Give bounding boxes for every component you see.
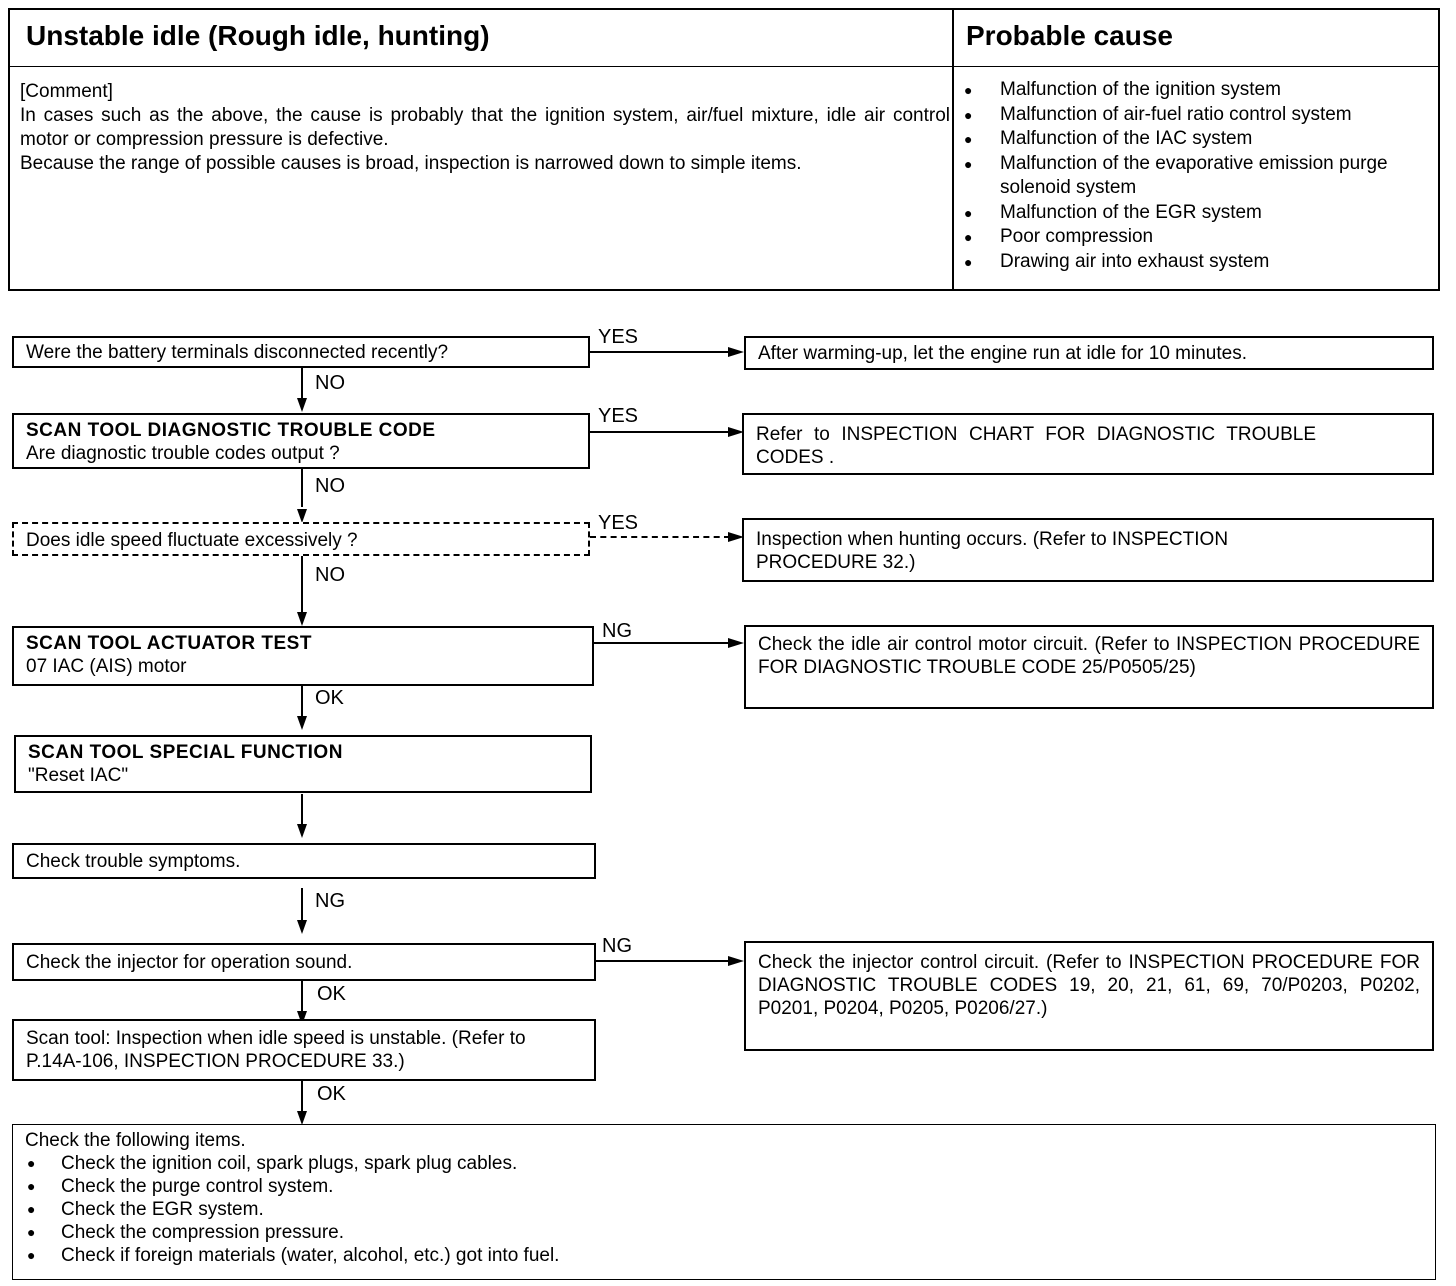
result-injector-circuit[interactable] — [744, 941, 1434, 1051]
cause-item: ● Poor compression — [962, 225, 1432, 250]
checklist-item: ● Check if foreign materials (water, alcohol, etc.) got into fuel. — [25, 1244, 1423, 1267]
step-text: Scan tool: Inspection when idle speed is unstable. (Refer to P.14A-106, INSPECTION PROCEDURE 33.) — [26, 1028, 526, 1072]
probable-cause-heading: Probable cause — [966, 20, 1173, 51]
yes-label: YES — [598, 512, 639, 534]
checklist-items — [25, 1152, 1423, 1267]
step-title: SCAN TOOL DIAGNOSTIC TROUBLE CODE — [26, 420, 436, 441]
yes-connector — [590, 431, 730, 433]
cause-item: ● Malfunction of the EGR system — [962, 201, 1432, 226]
step-text: "Reset IAC" — [28, 765, 129, 786]
comment-text: Because the range of possible causes is broad, inspection is narrowed down to simple items. — [20, 153, 802, 174]
arrow-down-icon — [297, 1111, 307, 1125]
result-text: Check the idle air control motor circuit. (Refer to INSPECTION PROCEDURE FOR DIAGNOSTIC TROUBLE CODE 25/P0505/25) — [758, 634, 1420, 678]
result-text: After warming-up, let the engine run at idle for 10 minutes. — [758, 343, 1247, 364]
step-text: Were the battery terminals disconnected recently? — [26, 342, 449, 363]
ok-connector — [301, 981, 303, 1015]
symptom-title: Unstable idle (Rough idle, hunting) — [26, 20, 490, 51]
ok-label: OK — [315, 687, 344, 709]
arrow-down-icon — [297, 509, 307, 523]
column-divider — [952, 10, 954, 289]
step-title: SCAN TOOL SPECIAL FUNCTION — [28, 742, 343, 763]
ok-connector — [301, 686, 303, 718]
ng-connector — [301, 888, 303, 922]
no-connector — [301, 368, 303, 402]
step-idle-fluctuate[interactable] — [12, 522, 590, 556]
checklist-item: ● Check the compression pressure. — [25, 1221, 1423, 1244]
arrow-right-icon — [728, 638, 744, 648]
result-dtc-chart[interactable] — [742, 413, 1434, 475]
cause-item: ● Malfunction of the evaporative emission purge solenoid system — [962, 152, 1432, 201]
no-connector — [301, 556, 303, 614]
step-special-function[interactable] — [14, 735, 592, 793]
symptom-header-table — [8, 8, 1440, 291]
result-text: Inspection when hunting occurs. (Refer to INSPECTION PROCEDURE 32.) — [756, 529, 1229, 573]
yes-label: YES — [598, 405, 639, 427]
result-hunting[interactable] — [742, 518, 1434, 582]
arrow-right-icon — [728, 347, 744, 357]
cause-item: ● Malfunction of air-fuel ratio control system — [962, 103, 1432, 128]
step-text: Are diagnostic trouble codes output ? — [26, 443, 340, 464]
arrow-down-icon — [297, 824, 307, 838]
result-text: Check the injector control circuit. (Refer to INSPECTION PROCEDURE FOR DIAGNOSTIC TROUBLE CODES 19, 20, 21, 61, 69, 70/P0203, P0202, P0201, P0204, P0205, P0206/27.) — [758, 952, 1420, 1019]
checklist-item: ● Check the purge control system. — [25, 1175, 1423, 1198]
ng-label: NG — [602, 620, 632, 642]
ok-label: OK — [317, 1083, 346, 1105]
step-title: SCAN TOOL ACTUATOR TEST — [26, 633, 312, 654]
connector — [301, 794, 303, 826]
step-check-symptoms[interactable] — [12, 843, 596, 879]
step-scan-tool-dtc[interactable] — [12, 413, 590, 469]
no-label: NO — [315, 475, 345, 497]
step-idle-unstable-inspection[interactable] — [12, 1019, 596, 1081]
arrow-down-icon — [297, 612, 307, 626]
checklist-item: ● Check the EGR system. — [25, 1198, 1423, 1221]
ok-connector — [301, 1081, 303, 1113]
cause-item: ● Malfunction of the IAC system — [962, 127, 1432, 152]
step-injector-sound[interactable] — [12, 943, 596, 981]
checklist-title: Check the following items. — [25, 1130, 246, 1151]
step-actuator-test[interactable] — [12, 626, 594, 686]
ng-connector — [596, 960, 730, 962]
final-checklist — [12, 1124, 1436, 1280]
step-battery-terminals[interactable] — [12, 336, 590, 368]
no-label: NO — [315, 564, 345, 586]
ng-label: NG — [602, 935, 632, 957]
arrow-down-icon — [297, 398, 307, 412]
comment-text: In cases such as the above, the cause is probably that the ignition system, air/fuel mixture, idle air control motor or compression pressure is defective. — [20, 105, 950, 150]
arrow-right-icon — [728, 956, 744, 966]
header-divider — [10, 66, 1438, 67]
result-iac-circuit[interactable] — [744, 625, 1434, 709]
no-label: NO — [315, 372, 345, 394]
cause-item: ● Drawing air into exhaust system — [962, 250, 1432, 275]
checklist-item: ● Check the ignition coil, spark plugs, spark plug cables. — [25, 1152, 1423, 1175]
cause-item: ● Malfunction of the ignition system — [962, 78, 1432, 103]
arrow-down-icon — [297, 920, 307, 934]
probable-cause-list — [962, 78, 1432, 274]
yes-label: YES — [598, 326, 639, 348]
arrow-down-icon — [297, 716, 307, 730]
comment-label: [Comment] — [20, 81, 113, 102]
step-text: Does idle speed fluctuate excessively ? — [26, 530, 358, 551]
ok-label: OK — [317, 983, 346, 1005]
yes-connector — [590, 351, 730, 353]
ng-label: NG — [315, 890, 345, 912]
step-text: Check the injector for operation sound. — [26, 952, 353, 973]
result-text: Refer to INSPECTION CHART FOR DIAGNOSTIC TROUBLE CODES . — [756, 424, 1316, 468]
step-text: 07 IAC (AIS) motor — [26, 656, 187, 677]
no-connector — [301, 469, 303, 507]
yes-connector — [590, 536, 730, 538]
step-text: Check trouble symptoms. — [26, 851, 241, 872]
comment-section — [20, 80, 950, 176]
result-warm-up[interactable] — [744, 336, 1434, 370]
